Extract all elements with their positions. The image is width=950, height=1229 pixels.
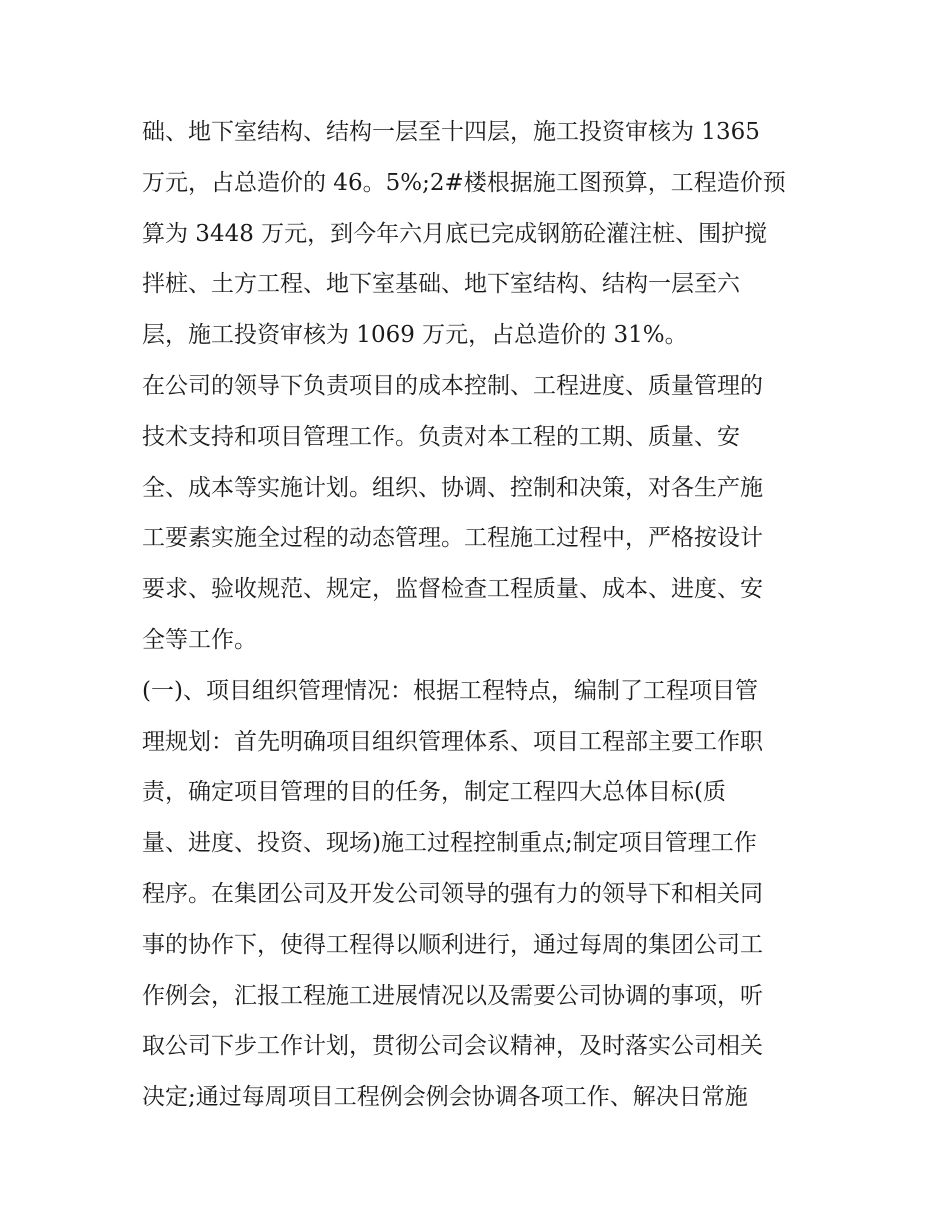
body-text xyxy=(142,107,822,1123)
text-line: (一)、项目组织管理情况：根据工程特点，编制了工程项目管 xyxy=(142,677,758,704)
text-line: 作例会，汇报工程施工进展情况以及需要公司协调的事项，听 xyxy=(142,982,763,1009)
text-line: 取公司下步工作计划，贯彻公司会议精神，及时落实公司相关 xyxy=(142,1033,763,1060)
text-line: 万元，占总造价的 46。5%;2#楼根据施工图预算，工程造价预 xyxy=(142,169,786,196)
text-line: 算为 3448 万元，到今年六月底已完成钢筋砼灌注桩、围护搅 xyxy=(142,220,768,247)
text-line: 础、地下室结构、结构一层至十四层，施工投资审核为 1365 xyxy=(142,119,760,145)
text-line: 量、进度、投资、现场)施工过程控制重点;制定项目管理工作 xyxy=(142,830,757,857)
text-line: 在公司的领导下负责项目的成本控制、工程进度、质量管理的 xyxy=(142,372,763,399)
text-line: 要求、验收规范、规定，监督检查工程质量、成本、进度、安 xyxy=(142,576,763,603)
text-line: 工要素实施全过程的动态管理。工程施工过程中，严格按设计 xyxy=(142,525,763,552)
text-line: 全等工作。 xyxy=(142,626,257,653)
text-line: 事的协作下，使得工程得以顺利进行，通过每周的集团公司工 xyxy=(142,931,763,958)
text-line: 技术支持和项目管理工作。负责对本工程的工期、质量、安 xyxy=(142,423,740,450)
text-line: 全、成本等实施计划。组织、协调、控制和决策，对各生产施 xyxy=(142,474,763,501)
text-line: 决定;通过每周项目工程例会例会协调各项工作、解决日常施 xyxy=(142,1084,748,1111)
text-line: 理规划：首先明确项目组织管理体系、项目工程部主要工作职 xyxy=(142,728,763,755)
text-line: 责，确定项目管理的目的任务，制定工程四大总体目标(质 xyxy=(142,779,726,806)
text-line: 程序。在集团公司及开发公司领导的强有力的领导下和相关同 xyxy=(142,880,763,907)
text-line: 拌桩、土方工程、地下室基础、地下室结构、结构一层至六 xyxy=(142,271,740,298)
text-line: 层，施工投资审核为 1069 万元，占总造价的 31%。 xyxy=(142,322,688,349)
